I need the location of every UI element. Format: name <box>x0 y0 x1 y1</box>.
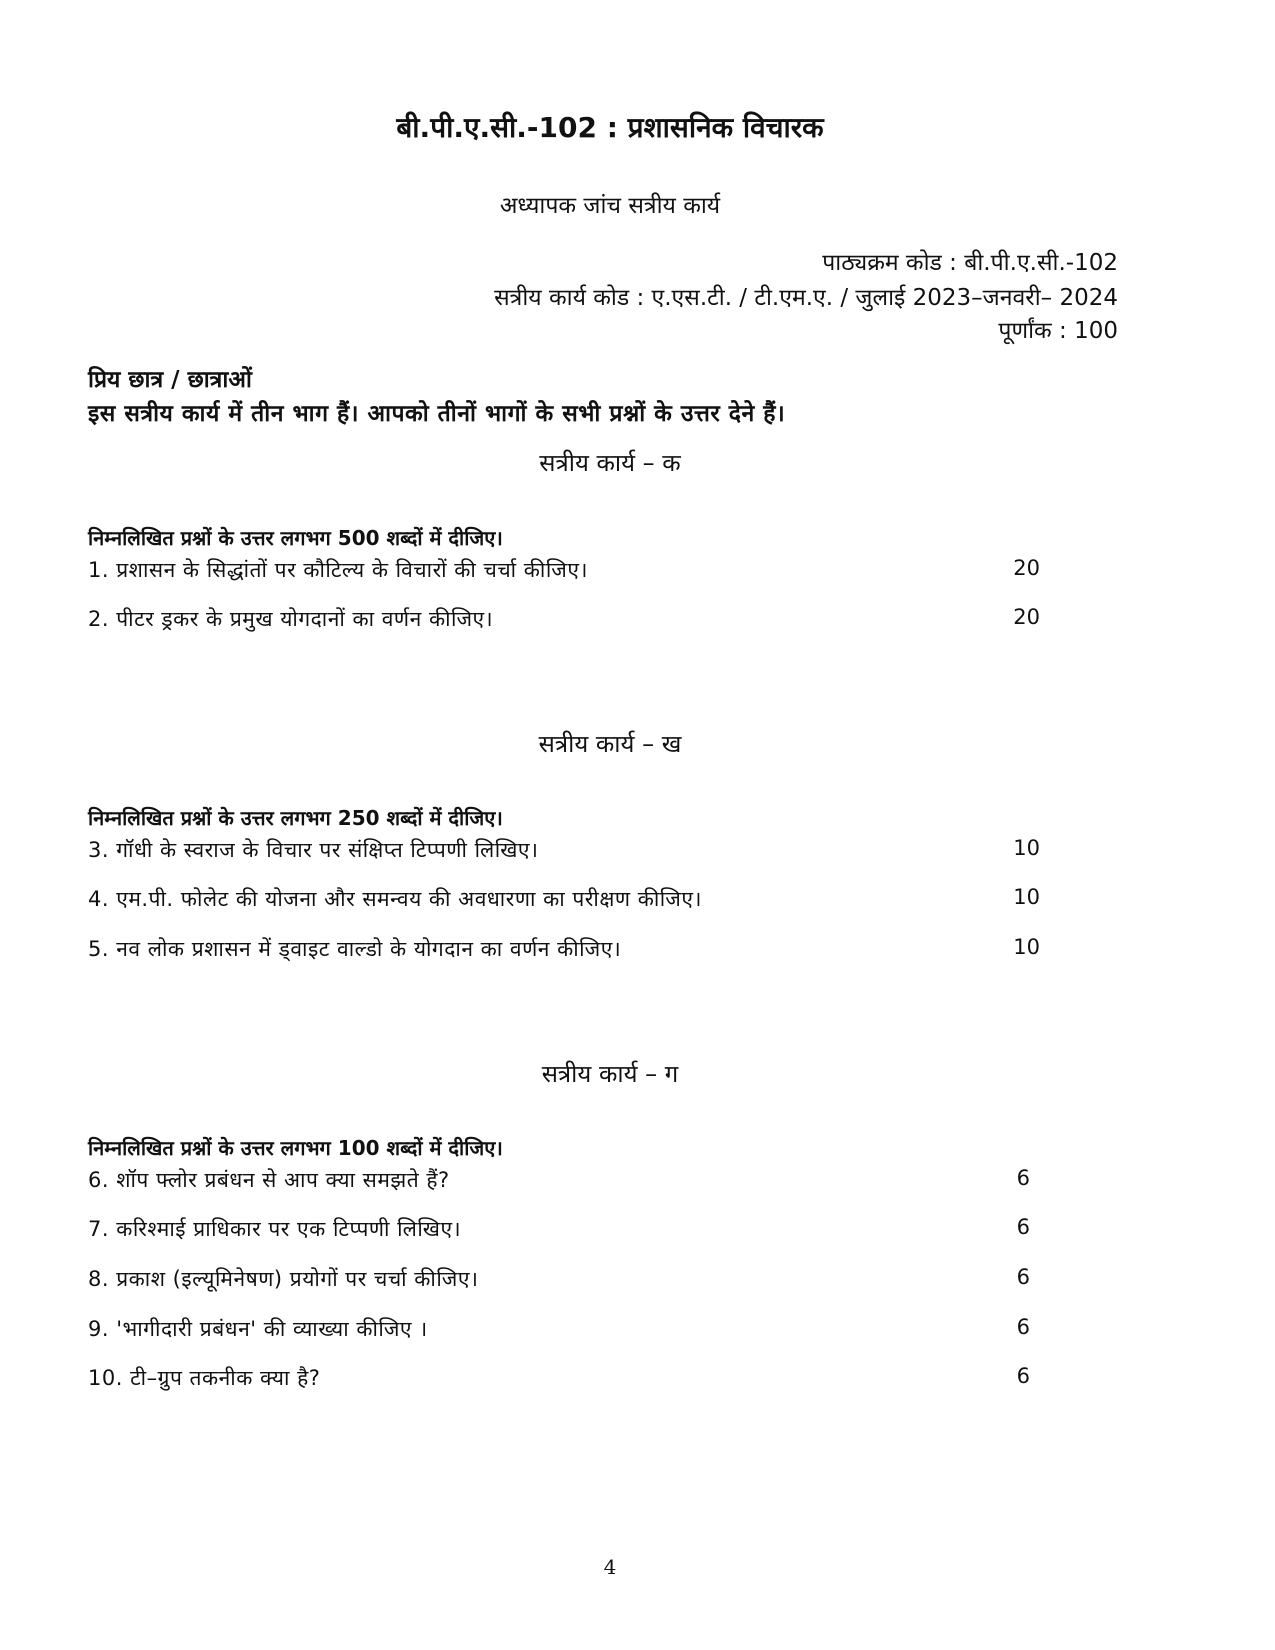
question-marks: 6 <box>1016 1315 1030 1339</box>
document-title: बी.पी.ए.सी.-102 : प्रशासनिक विचारक <box>396 111 824 144</box>
question-marks: 20 <box>1013 556 1040 580</box>
question-text: 7. करिश्माई प्राधिकार पर एक टिप्पणी लिखिए। <box>88 1217 462 1241</box>
section-a-title: सत्रीय कार्य – क <box>539 449 681 477</box>
section-c-title: सत्रीय कार्य – ग <box>541 1060 679 1088</box>
page-number: 4 <box>603 1555 617 1579</box>
question-marks: 10 <box>1013 885 1040 909</box>
question-text: 6. शॉप फ्लोर प्रबंधन से आप क्या समझते हैं? <box>88 1168 450 1192</box>
question-marks: 10 <box>1013 935 1040 959</box>
section-b-instruction: निम्नलिखित प्रश्नों के उत्तर लगभग 250 शब्दों में दीजिए। <box>88 806 503 830</box>
section-b-title: सत्रीय कार्य – ख <box>538 730 682 758</box>
question-text: 2. पीटर ड्रकर के प्रमुख योगदानों का वर्णन कीजिए। <box>88 607 494 631</box>
question-marks: 10 <box>1013 836 1040 860</box>
question-marks: 6 <box>1016 1364 1030 1388</box>
section-a-instruction: निम्नलिखित प्रश्नों के उत्तर लगभग 500 शब्दों में दीजिए। <box>88 526 503 550</box>
question-text: 1. प्रशासन के सिद्धांतों पर कौटिल्य के विचारों की चर्चा कीजिए। <box>88 558 588 582</box>
max-marks: पूर्णांक : 100 <box>998 318 1118 344</box>
question-text: 4. एम.पी. फोलेट की योजना और समन्वय की अवधारणा का परीक्षण कीजिए। <box>88 887 702 911</box>
assignment-code: सत्रीय कार्य कोड : ए.एस.टी. / टी.एम.ए. / जुलाई 2023–जनवरी– 2024 <box>494 285 1118 311</box>
question-text: 10. टी–ग्रुप तकनीक क्या है? <box>88 1366 321 1390</box>
document-subtitle: अध्यापक जांच सत्रीय कार्य <box>499 193 721 219</box>
question-marks: 6 <box>1016 1265 1030 1289</box>
question-text: 8. प्रकाश (इल्यूमिनेषण) प्रयोगों पर चर्चा कीजिए। <box>88 1267 479 1291</box>
question-text: 5. नव लोक प्रशासन में ड्वाइट वाल्डो के योगदान का वर्णन कीजिए। <box>88 937 622 961</box>
question-marks: 20 <box>1013 605 1040 629</box>
question-text: 9. 'भागीदारी प्रबंधन' की व्याख्या कीजिए । <box>88 1317 428 1341</box>
question-marks: 6 <box>1016 1166 1030 1190</box>
salutation: प्रिय छात्र / छात्राओं <box>88 367 252 393</box>
question-marks: 6 <box>1016 1215 1030 1239</box>
course-code: पाठ्यक्रम कोड : बी.पी.ए.सी.-102 <box>822 250 1118 276</box>
question-text: 3. गॉधी के स्वराज के विचार पर संक्षिप्त टिप्पणी लिखिए। <box>88 838 539 862</box>
intro-text: इस सत्रीय कार्य में तीन भाग हैं। आपको तीनों भागों के सभी प्रश्नों के उत्तर देने हैं। <box>88 401 786 427</box>
section-c-instruction: निम्नलिखित प्रश्नों के उत्तर लगभग 100 शब्दों में दीजिए। <box>88 1136 503 1160</box>
